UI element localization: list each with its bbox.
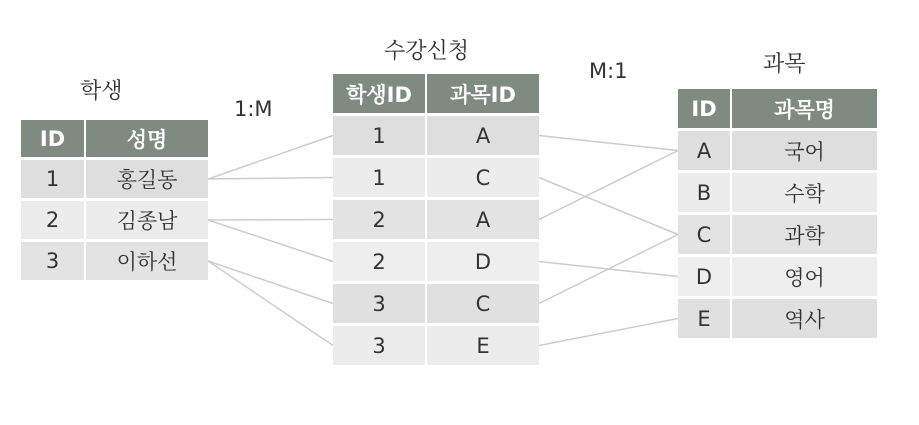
- student-id: 1: [21, 160, 84, 198]
- course-name: 역사: [732, 299, 877, 338]
- course-name: 국어: [732, 131, 877, 170]
- enrollment-course-id: A: [427, 200, 539, 239]
- course-header-id: ID: [678, 89, 730, 128]
- student-table: [19, 117, 210, 283]
- enrollment-course-id: A: [427, 116, 539, 155]
- course-row: [678, 131, 877, 170]
- enrollment-course-link: [539, 178, 678, 235]
- student-row: [21, 242, 208, 280]
- enrollment-course-link: [539, 235, 678, 304]
- student-enrollment-link: [208, 136, 333, 180]
- course-row: [678, 299, 877, 338]
- enrollment-student-id: 2: [333, 242, 425, 281]
- enrollment-row: [333, 326, 539, 365]
- enrollment-course-id: C: [427, 158, 539, 197]
- course-id: B: [678, 173, 730, 212]
- student-enrollment-link: [208, 220, 333, 221]
- student-name: 김종남: [86, 201, 208, 239]
- enrollment-row: [333, 116, 539, 155]
- enrollment-course-link: [539, 151, 678, 220]
- course-id: A: [678, 131, 730, 170]
- course-name: 영어: [732, 257, 877, 296]
- student-header-name: 성명: [86, 120, 208, 157]
- enrollment-header-student-id: 학생ID: [333, 74, 425, 113]
- course-id: D: [678, 257, 730, 296]
- enrollment-student-id: 3: [333, 284, 425, 323]
- enrollment-row: [333, 158, 539, 197]
- enrollment-student-id: 1: [333, 158, 425, 197]
- enrollment-row: [333, 200, 539, 239]
- student-enrollment-link: [208, 178, 333, 180]
- course-table: [676, 86, 879, 341]
- student-id: 3: [21, 242, 84, 280]
- enrollment-header-course-id: 과목ID: [427, 74, 539, 113]
- course-header-name: 과목명: [732, 89, 877, 128]
- course-row: [678, 215, 877, 254]
- cardinality-many-to-one: M:1: [589, 59, 628, 83]
- cardinality-one-to-many: 1:M: [234, 97, 273, 121]
- enrollment-row: [333, 242, 539, 281]
- enrollment-course-id: E: [427, 326, 539, 365]
- enrollment-table-title: 수강신청: [384, 39, 470, 64]
- enrollment-course-link: [539, 136, 678, 151]
- enrollment-row: [333, 284, 539, 323]
- student-name: 이하선: [86, 242, 208, 280]
- course-table-title: 과목: [763, 52, 806, 77]
- student-enrollment-link: [208, 261, 333, 346]
- course-name: 수학: [732, 173, 877, 212]
- student-name: 홍길동: [86, 160, 208, 198]
- course-name: 과학: [732, 215, 877, 254]
- student-row: [21, 160, 208, 198]
- student-header-id: ID: [21, 120, 84, 157]
- course-row: [678, 257, 877, 296]
- enrollment-course-id: D: [427, 242, 539, 281]
- student-enrollment-link: [208, 220, 333, 262]
- enrollment-student-id: 2: [333, 200, 425, 239]
- enrollment-course-link: [539, 319, 678, 346]
- course-id: E: [678, 299, 730, 338]
- student-table-title: 학생: [80, 79, 123, 104]
- enrollment-student-id: 1: [333, 116, 425, 155]
- student-row: [21, 201, 208, 239]
- enrollment-table: [331, 71, 541, 368]
- enrollment-course-id: C: [427, 284, 539, 323]
- course-id: C: [678, 215, 730, 254]
- student-enrollment-link: [208, 261, 333, 304]
- enrollment-student-id: 3: [333, 326, 425, 365]
- course-row: [678, 173, 877, 212]
- student-id: 2: [21, 201, 84, 239]
